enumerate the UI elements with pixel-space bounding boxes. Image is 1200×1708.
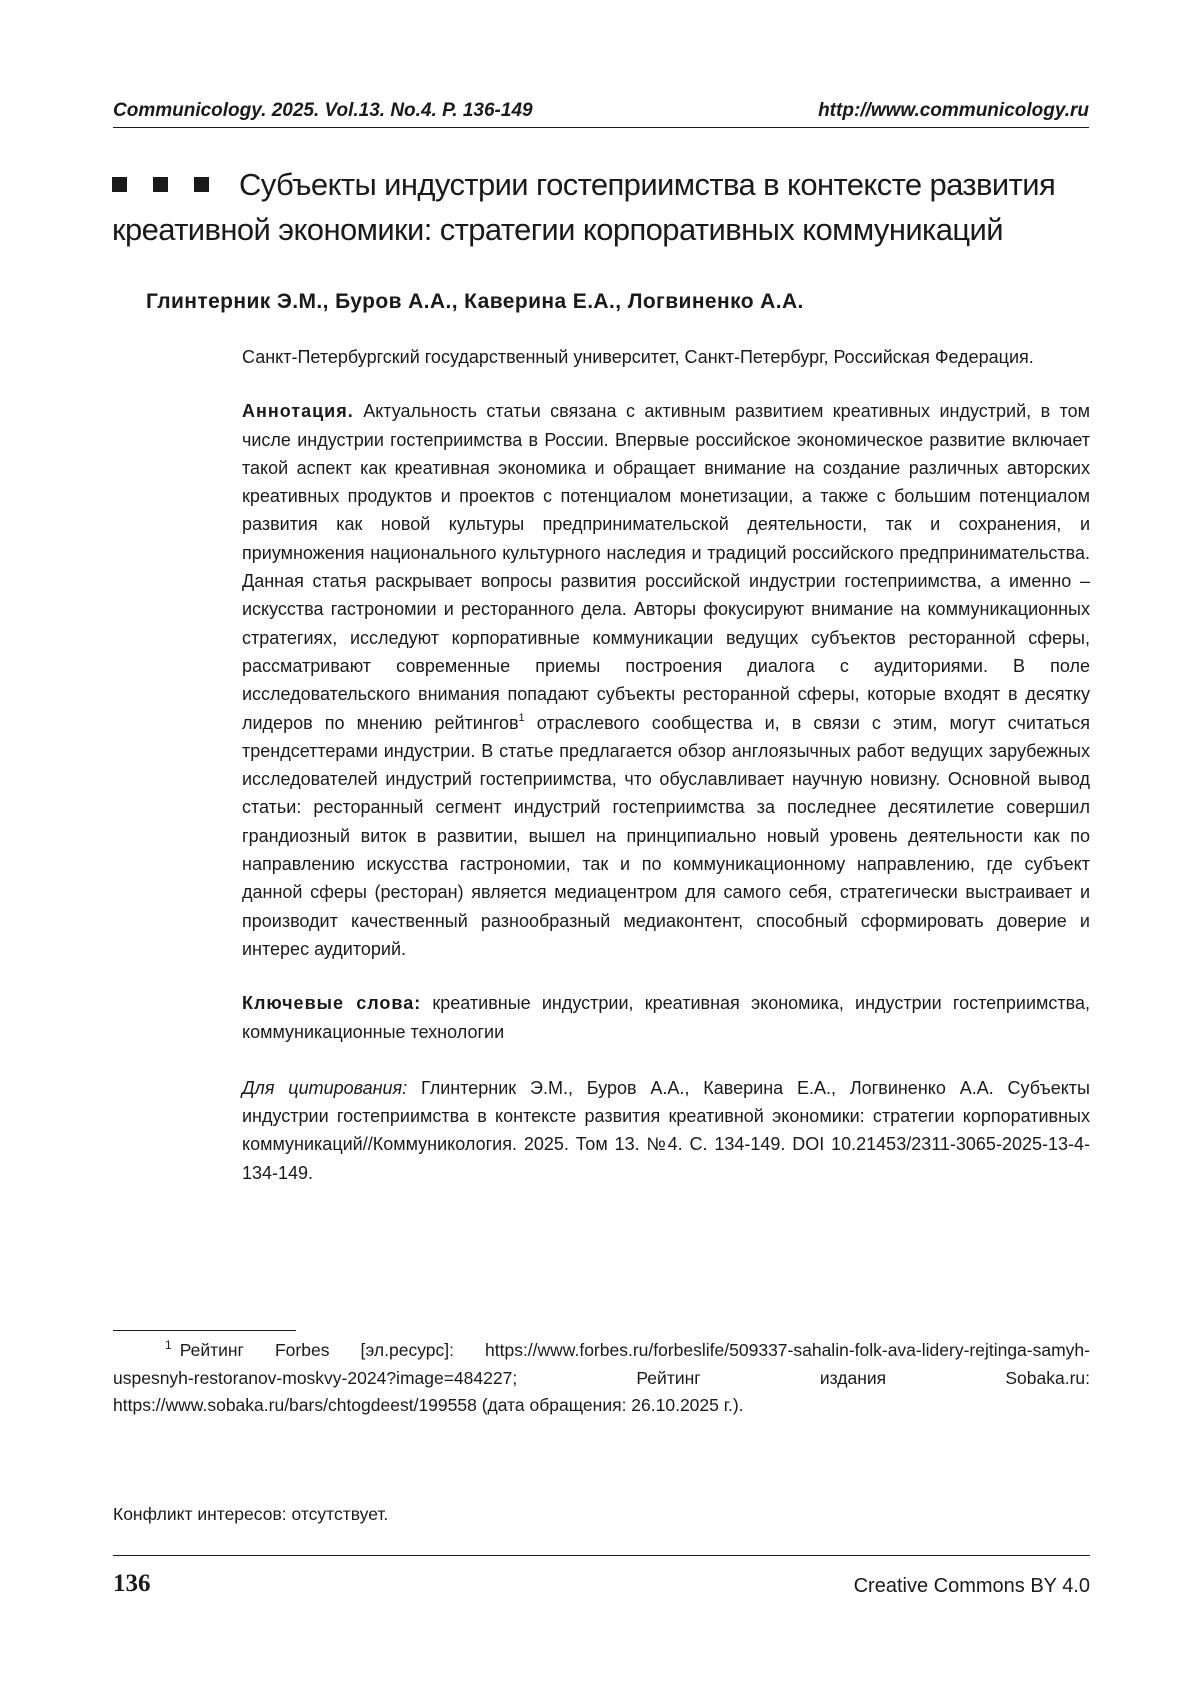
citation-text: Глинтерник Э.М., Буров А.А., Каверина Е.А., Логвиненко А.А. Субъекты индустрии гостеприимства в контексте развития креативной экономики: стратегии корпоративных коммуникаций//Коммуникология. 2025. Том 13. №4. С. 134-149. DOI 10.21453/2311-3065-2025-13-4-134-149. [242,1077,1090,1183]
footnote: 1 Рейтинг Forbes [эл.ресурс]: https://www.forbes.ru/forbeslife/509337-sahalin-folk-ava-lidery-rejtinga-samyh-uspesnyh-restoranov-moskvy-2024?image=484227; Рейтинг издания Sobaka.ru: https://www.sobaka.ru/bars/chtogdeest/199558 (дата обращения: 26.10.2025 г.). [113,1338,1090,1415]
journal-url[interactable]: http://www.communicology.ru [818,100,1089,121]
article-title [112,162,1102,252]
license-label: Creative Commons BY 4.0 [853,1575,1090,1597]
journal-reference: Communicology. 2025. Vol.13. No.4. P. 136-149 [113,100,533,121]
author-list: Глинтерник Э.М., Буров А.А., Каверина Е.А., Логвиненко А.А. [146,290,804,313]
keywords [242,989,1090,1046]
citation [242,1074,1090,1187]
abstract-text-part2: отраслевого сообщества и, в связи с этим, могут считаться трендсеттерами индустрии. В статье предлагается обзор англоязычных работ ведущих зарубежных исследователей индустрий гостеприимства, что обуславливает научную новизну. Основной вывод статьи: ресторанный сегмент индустрий гостеприимства за последнее десятилетие совершил грандиозный виток в развитии, вышел на принципиально новый уровень деятельности как по направлению искусства гастрономии, так и по коммуникационному направлению, где субъект данной сферы (ресторан) является медиацентром для самого себя, стратегически выстраивает и производит качественный разнообразный медиаконтент, способный сформировать доверие и интерес аудиторий. [242,712,1091,959]
square-bullet-icon [194,177,209,192]
article-front-matter [242,343,1090,1187]
keywords-text: креативные индустрии, креативная экономика, индустрии гостеприимства, коммуникационные технологии [242,993,1090,1042]
abstract [242,397,1090,963]
running-header [113,100,1089,128]
abstract-label: Аннотация. [242,401,354,422]
square-bullet-icon [112,177,127,192]
keywords-label: Ключевые слова: [242,993,422,1014]
abstract-text-part1: Актуальность статьи связана с активным развитием креативных индустрий, в том числе индустрии гостеприимства в России. Впервые российское экономическое развитие включает такой аспект как креативная экономика и обращает внимание на создание различных авторских креативных продуктов и проектов с потенциалом монетизации, а также с большим потенциалом развития как новой культуры предпринимательской деятельности, так и сохранения, и приумножения национального культурного наследия и традиций российского предпринимательства. Данная статья раскрывает вопросы развития российской индустрии гостеприимства, а именно – искусства гастрономии и ресторанного дела. Авторы фокусируют внимание на коммуникационных стратегиях, исследуют корпоративные коммуникации ведущих субъектов ресторанной сферы, рассматривают современные приемы построения диалога с аудиториями. В поле исследовательского внимания попадают субъекты ресторанной сферы, которые входят в десятку лидеров по мнению рейтингов [242,401,1090,733]
square-bullet-icon [153,177,168,192]
footnote-reference[interactable]: 1 [518,711,525,724]
conflict-of-interest: Конфликт интересов: отсутствует. [113,1504,389,1524]
citation-label: Для цитирования: [242,1077,408,1098]
footer-divider [113,1555,1090,1556]
affiliation: Санкт-Петербургский государственный университет, Санкт-Петербург, Российская Федерация. [242,347,1034,367]
article-title-text: Субъекты индустрии гостеприимства в контексте развития креативной экономики: стратегии корпоративных коммуникаций [112,167,1056,247]
footnote-text: Рейтинг Forbes [эл.ресурс]: https://www.forbes.ru/forbeslife/509337-sahalin-folk-ava-lidery-rejtinga-samyh-uspesnyh-restoranov-moskvy-2024?image=484227; Рейтинг издания Sobaka.ru: https://www.sobaka.ru/bars/chtogdeest/199558 (дата обращения: 26.10.2025 г.). [113,1340,1090,1415]
footnote-divider [113,1330,296,1331]
page-number: 136 [113,1570,151,1597]
